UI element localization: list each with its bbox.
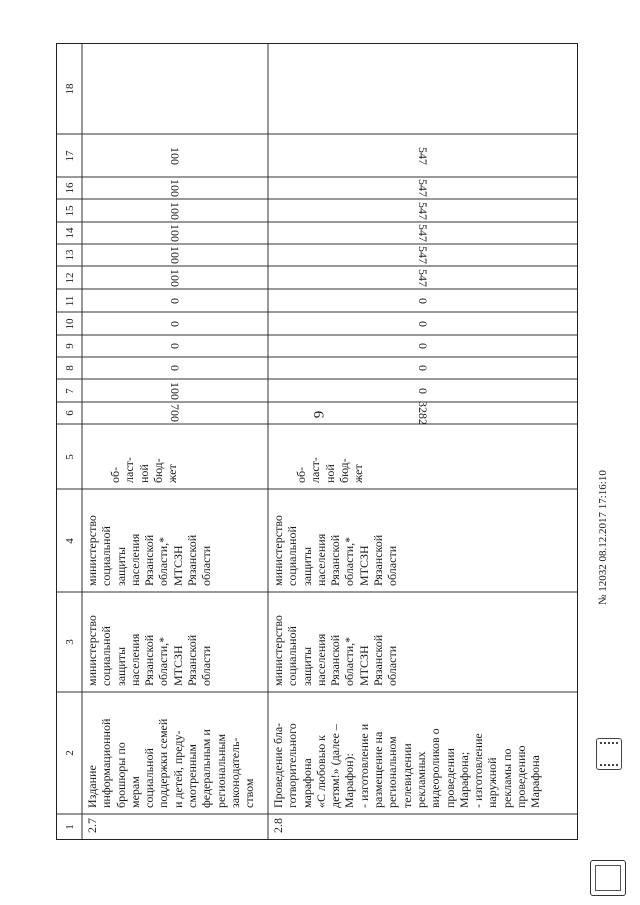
year-amount: 547 [415,224,430,242]
year-amount: 0 [415,320,430,327]
responsible-executor: министерство социальной защиты населения Рязанской области,* МТСЗН Рязанской области [271,615,400,686]
column-header: 18 [63,83,76,95]
data-table [56,43,578,840]
year-amount: 0 [168,343,182,349]
year-amount: 547 [415,179,430,197]
column-header: 11 [63,295,76,306]
column-header: 7 [63,387,76,394]
row-number: 2.8 [271,818,285,833]
funding-source: об- ласт- ной бюд- жет [294,457,366,483]
year-amount: 547 [415,146,430,165]
year-amount: 0 [168,365,182,371]
year-amount: 100 [168,381,182,400]
year-amount: 0 [168,297,182,304]
year-amount: 0 [415,343,430,349]
year-amount: 100 [168,246,182,264]
year-amount: 100 [168,268,182,287]
column-header: 14 [63,227,76,239]
year-amount: 100 [168,179,182,197]
column-header: 12 [63,272,76,283]
column-header: 4 [63,537,76,544]
responsible-executor: министерство социальной защиты населения Рязанской области,* МТСЗН Рязанской области [85,615,214,686]
year-amount: 100 [168,224,182,242]
column-header: 9 [63,343,76,349]
column-header: 17 [63,150,76,161]
total-amount: 700 [168,404,182,422]
row-number: 2.7 [85,818,99,833]
year-amount: 547 [415,201,430,220]
column-header: 10 [63,318,76,329]
year-amount: 100 [168,146,182,165]
column-header: 15 [63,205,76,216]
column-header: 2 [63,750,76,756]
year-amount: 0 [415,297,430,304]
funding-source: об- ласт- ной бюд- жет [108,457,180,483]
row-name: Издание информационной брошюры по мерам социальной поддержки семей и детей, преду- смотренным федеральным и региональным законодатель- ством [85,718,257,808]
emblem-stamp [590,860,626,896]
column-header: 3 [63,639,76,645]
column-header: 1 [63,823,76,830]
column-header: 16 [63,182,76,194]
year-amount: 0 [168,320,182,327]
total-amount: 3282 [415,401,430,425]
row-name: Проведение бла- готворительного марафона «С любовью к детям!» (далее – Марафон): - изготовление и размещение на региональном телевидении рекламных видеороликов о проведении Марафона; - изготовление наружной рекламы по проведению Марафона [271,722,543,808]
year-amount: 0 [415,387,430,394]
co-executor: министерство социальной защиты населения Рязанской области,* МТСЗН Рязанской области [271,515,400,586]
column-header: 5 [63,453,76,460]
year-amount: 0 [415,365,430,371]
document-registration: № 12032 08.12.2017 17:16:10 [597,470,609,605]
page-number: 9 [311,410,328,419]
year-amount: 547 [415,246,430,264]
year-amount: 547 [415,268,430,287]
year-amount: 100 [168,201,182,220]
seal-mark [596,738,622,770]
column-header: 13 [63,249,76,261]
column-header: 6 [63,410,76,416]
column-header: 8 [63,365,76,371]
co-executor: министерство социальной защиты населения Рязанской области,* МТСЗН Рязанской области [85,515,214,586]
